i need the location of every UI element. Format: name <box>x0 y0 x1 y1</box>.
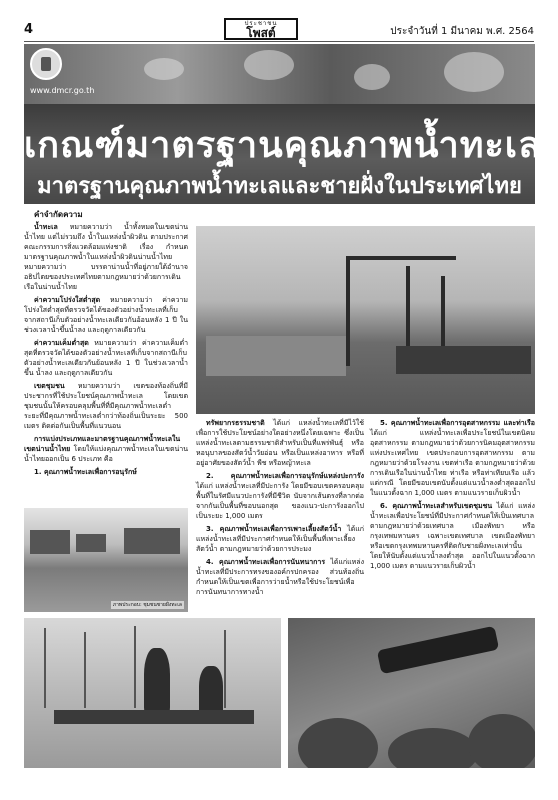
definition: หมายความว่า เขตของท้องถิ่นที่มีประชากรที่ใช้ประโยชน์คุณภาพน้ำทะเล โดยเขตชุมชนนั้นให้ครอบคลุมพื้นที่ที่มีคุณภาพน้ำทะเลต่ำ ระยะที่มีคุณภาพน้ำทะเลต่ำกว่าท้องถิ่นเป็นระยะ 500 เมตร ติดต่อกันเป็นพื้นที่แนวนอน <box>24 382 188 430</box>
definition: โดยให้แบ่งคุณภาพน้ำทะเลในเขตน่านน้ำไทยออกเป็น 6 ประเภท คือ <box>24 445 188 463</box>
website-url: www.dmcr.go.th <box>30 86 95 95</box>
list-item: 6. คุณภาพน้ำทะเลสำหรับเขตชุมชน <box>380 502 493 510</box>
house-shape <box>30 530 70 554</box>
fisherman-shape <box>199 666 223 716</box>
containers-shape <box>206 336 346 376</box>
definition: ได้แก่ แหล่งน้ำทะเลที่มีปะการัง โดยมีขอบเขตครอบคลุมพื้นที่ในรัศมีแนวปะการังที่มีชีวิต นับจากเส้นตรงที่ลากต่อจากกันเป็นพื้นที่ขอบนอกสุด ของแนว-ปะการังออกไปเป็นระยะ 1,000 เมตร <box>196 482 364 520</box>
pole-shape <box>84 632 86 708</box>
ship-shape <box>396 346 531 374</box>
article-column-2 <box>196 418 364 600</box>
paragraph <box>196 418 364 468</box>
fish-shape <box>354 64 390 90</box>
term: ค่าความโปร่งใสต่ำสุด <box>34 296 101 304</box>
definition: หมายความว่า น้ำทั้งหมดในเขตน่านน้ำไทย แต่ไม่รวมถึง น้ำในแหล่งน้ำผิวดิน ตามประกาศคณะกรรมการสิ่งแวดล้อมแห่งชาติ เรื่อง กำหนดมาตรฐานคุณภาพน้ำในแหล่งน้ำผิวดินน่านน้ำไทย หมายความว่า บรรดาน่านน้ำที่อยู่ภายใต้อำนาจอธิปไตยของประเทศไทยตามกฎหมายว่าด้วยการเดินเรือในน่านน้ำไทย <box>24 223 188 291</box>
fisherman-shape <box>144 648 170 714</box>
coral-shape <box>444 52 504 92</box>
paragraph <box>24 338 188 378</box>
term: น้ำทะเล <box>34 223 58 231</box>
issue-date: ประจำวันที่ 1 มีนาคม พ.ศ. 2564 <box>390 26 534 37</box>
paragraph <box>196 471 364 521</box>
paragraph <box>370 501 535 571</box>
coral-shape <box>468 714 535 768</box>
definition: ได้แก่แหล่งน้ำทะเลที่มีประการทรงของอค์กรปกครอง ส่วนท้องถิ่นกำหนดให้เป็นเขตเพื่อการว่ายน้ำหรือใช้ประโยชน์เพื่อการนันทนาการทางน้ำ <box>196 558 365 596</box>
coral-shape <box>298 718 378 768</box>
paragraph <box>370 418 535 498</box>
article-column-1 <box>24 210 188 480</box>
definition: ได้แก่ แหล่งน้ำทะเลเพื่อประโยชน์ที่มีประกาศกำหนดให้เป็นเทศบาล ตามกฎหมายว่าด้วยเทศบาล เมืองพัทยา หรือกรุงเทพมหานคร เฉพาะเขตเทศบาล เขตเมืองพัทยา หรือเขตกรุงเทพมหานครที่ติดกับชายฝั่งทะเลเท่านั้น โดยให้นับตั้งแต่แนวน้ำลงต่ำสุด ออกไปในแนวตั้งฉาก 1,000 เมตร ตามแนวรายเก็บผิวน้ำ <box>370 502 535 570</box>
section-heading-2: การแบ่งประเภทและมาตรฐานคุณภาพน้ำทะเลในเขตน่านน้ำไทย <box>24 435 181 453</box>
definition: หมายความว่า ค่าความโปร่งใสต่ำสุดที่ตรวจวัดได้ของตัวอย่างน้ำทะเลที่เก็บจากสถานีเก็บตัวอย่างน้ำทะเลเดียวกันอ้อนหลัง 1 ปี ในช่วงเวลาน้ำขึ้นน้ำลง และฤดูกาลเดียวกัน <box>24 296 188 334</box>
boat-shape <box>54 710 254 724</box>
paragraph <box>24 222 188 292</box>
dmcr-emblem-icon <box>30 48 62 80</box>
house-shape <box>124 528 180 554</box>
title-band <box>24 104 542 204</box>
list-item: 1. คุณภาพน้ำทะเลเพื่อการอนุรักษ์ <box>34 468 137 476</box>
masthead-big: โพสต์ <box>246 26 276 40</box>
paragraph <box>24 295 188 335</box>
definition: ได้แก่ แหล่งน้ำทะเลที่มีไว้ใช้ เพื่อการใช้ประโยชน์อย่างใดอย่างหนึ่งโดยเฉพาะ ซึ่งเป็นแหล่งน้ำทะเลตามธรรมชาติสำหรับเป็นที่แพร่พันธุ์ หรือหอนุบาลของสัตว์น้ำวัยอ่อน หรือเป็นแหล่งอาหาร หรือที่อยู่อาศัยของสัตว์น้ำ พืช หรือหญ้าทะเล <box>196 419 364 467</box>
masthead-small: ประชาชน <box>244 20 278 27</box>
top-banner-image <box>24 44 535 104</box>
page-number: 4 <box>24 22 34 37</box>
pole-shape <box>134 626 136 708</box>
list-item: 5. คุณภาพน้ำทะเลเพื่อการอุตสาหกรรม และท่าเรือ <box>380 419 535 427</box>
article-column-3 <box>370 418 535 574</box>
diver-shape <box>377 626 499 674</box>
diver-photo <box>288 618 535 768</box>
paragraph <box>24 434 188 464</box>
list-item: 3. คุณภาพน้ำทะเลเพื่อการเพาะเลี้ยงสัตว์น้ำ <box>206 525 342 533</box>
paragraph <box>196 524 364 554</box>
masthead-logo <box>224 18 298 40</box>
definition: ได้แก่ แหล่งน้ำทะเลเพื่อประโยชน์ในเขตนิคมอุตสาหกรรม ตามกฎหมายว่าด้วยการนิคมอุตสาหกรรมแห่งประเทศไทย เขตประกอบการอุตสาหกรรม ตามกฎหมายว่าด้วยโรงงาน เขตท่าเรือ ตามกฎหมายว่าด้วยการเดินเรือในน่านน้ำไทย ท่าเรือ หรือท่าเทียบเรือ แล้วแต่กรณี โดยมีขอบเขตนับตั้งแต่แนวน้ำลงต่ำสุดออกไปในแนวตั้งฉาก 1,000 เมตร ตามแนวรายเก็บผิวน้ำ <box>370 429 535 497</box>
house-shape <box>76 534 106 552</box>
photo-caption: ภาพประกอบ: ชุมชนชายฝั่งทะเล <box>112 602 182 608</box>
definition: ได้แก่แหล่งน้ำทะเลที่มีประกาศกำหนดให้เป็นพื้นที่เพาะเลี้ยงสัตว์น้ำ ตามกฎหมายว่าด้วยการประมง <box>196 525 364 553</box>
main-title: เกณฑ์มาตรฐานคุณภาพน้ำทะเล <box>24 124 542 166</box>
page-header <box>24 22 534 42</box>
coral-shape <box>388 728 478 768</box>
section-heading: คำจำกัดความ <box>34 210 83 219</box>
term: เขตชุมชน <box>34 382 65 390</box>
list-item: 4. คุณภาพน้ำทะเลเพื่อการนันทนาการ <box>206 558 326 566</box>
pole-shape <box>44 628 46 708</box>
crane-shape <box>346 256 456 260</box>
crane-shape <box>346 256 350 366</box>
coral-shape <box>244 50 294 80</box>
definition: หมายความว่า ค่าความเค็มต่ำสุดที่ตรวจวัดได้ของตัวอย่างน้ำทะเลที่เก็บจากสถานีเก็บตัวอย่างน้ำทะเลเดียวกันย้อนหลัง 1 ปี ในช่วงเวลาน้ำขึ้น น้ำลง และฤดูกาลเดียวกัน <box>24 339 188 377</box>
village-photo <box>24 508 188 612</box>
paragraph <box>24 381 188 431</box>
fish-shape <box>144 58 184 80</box>
term: ค่าความเค็มต่ำสุด <box>34 339 89 347</box>
sub-title: มาตรฐานคุณภาพน้ำทะเลและชายฝั่งในประเทศไทย <box>37 173 522 199</box>
paragraph <box>196 557 364 597</box>
list-item: 2. คุณภาพน้ำทะเลเพื่อการอนุรักษ์แหล่งปะการัง <box>206 472 364 480</box>
fishermen-photo <box>24 618 281 768</box>
pole-shape <box>224 630 226 708</box>
term: ทรัพยากรธรรมชาติ <box>206 419 265 427</box>
port-photo <box>196 226 535 414</box>
